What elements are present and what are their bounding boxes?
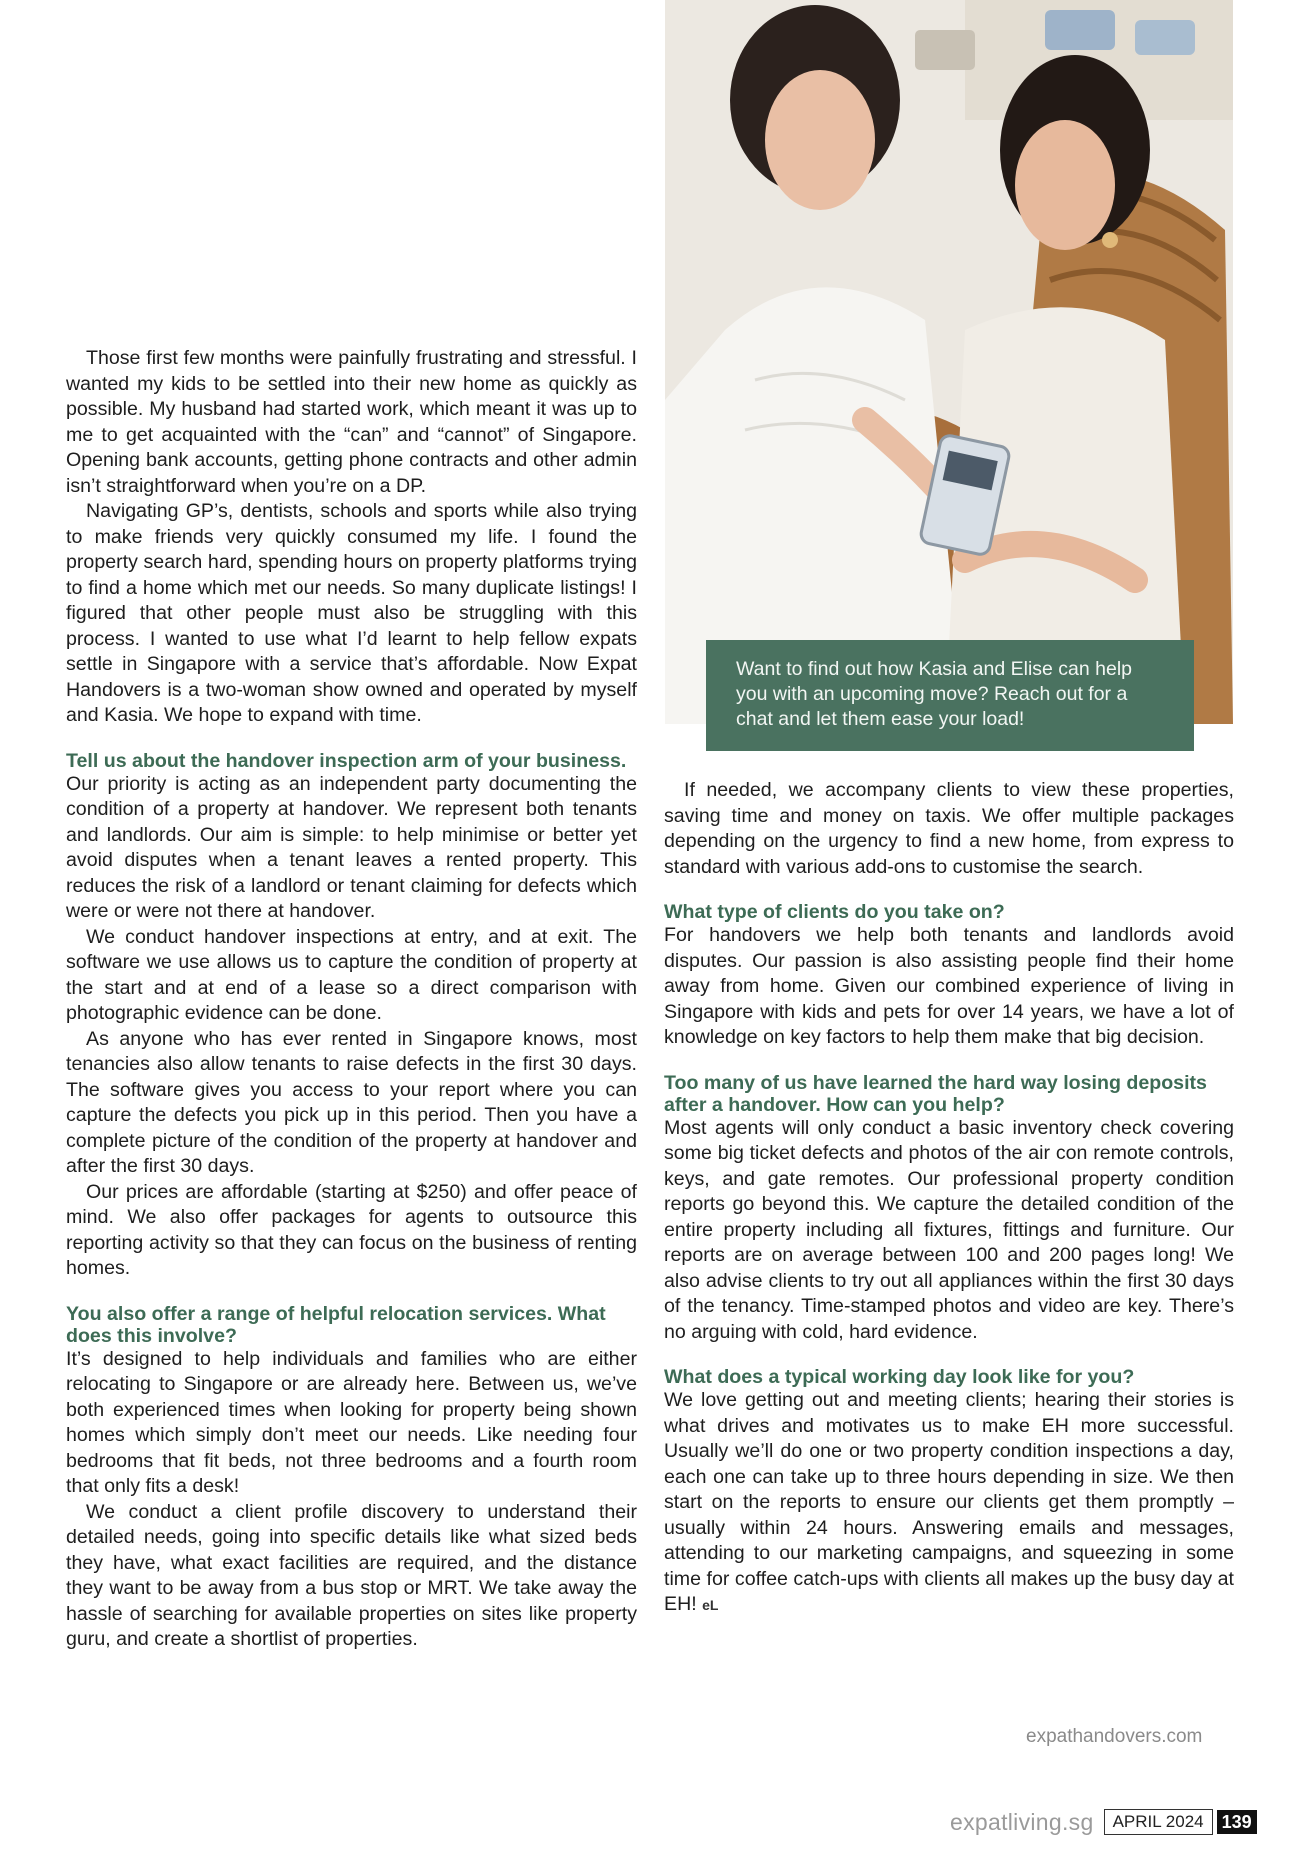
paragraph: Our prices are affordable (starting at $250) and offer peace of mind. We also offer packages for agents to outsource this reporting activity so that they can focus on the business of renting homes. xyxy=(66,1180,637,1279)
right-column xyxy=(664,778,1234,1619)
footer-brand: expatliving.sg xyxy=(950,1808,1094,1835)
left-column xyxy=(66,346,637,1653)
paragraph: Our priority is acting as an independent party documenting the condition of a property at handover. We represent both tenants and landlords. Our aim is simple: to help minimise or better yet avoid disputes when a tenant leaves a rented property. This reduces the risk of a landlord or tenant claiming for defects which were or were not there at handover. xyxy=(66,772,637,922)
paragraph: For handovers we help both tenants and landlords avoid disputes. Our passion is also assisting people find their home away from home. Given our combined experience of living in Singapore with kids and pets for over 14 years, we have a lot of knowledge on key factors to help them make that big decision. xyxy=(664,924,1234,1048)
section-heading: You also offer a range of helpful relocation services. What does this involve? xyxy=(66,1302,606,1347)
paragraph: Navigating GP’s, dentists, schools and sports while also trying to make friends very quickly consumed my life. I found the property search hard, spending hours on property platforms trying to find a home which met our needs. So many duplicate listings! I figured that other people must also be struggling with this process. I wanted to use what I’d learnt to help fellow expats settle in Singapore with a service that’s affordable. Now Expat Handovers is a two-woman show owned and operated by myself and Kasia. We hope to expand with time. xyxy=(66,500,637,726)
paragraph: Those first few months were painfully frustrating and stressful. I wanted my kids to be settled into their new home as quickly as possible. My husband had started work, which meant it was up to me to get acquainted with the “can” and “cannot” of Singapore. Opening bank accounts, getting phone contracts and other admin isn’t straightforward when you’re on a DP. xyxy=(66,347,637,497)
photo-caption xyxy=(706,640,1194,751)
section-heading: What type of clients do you take on? xyxy=(664,901,1005,923)
page-number: 139 xyxy=(1217,1810,1257,1834)
paragraph xyxy=(664,1388,1234,1619)
paragraph: If needed, we accompany clients to view these properties, saving time and money on taxis. We offer multiple packages depending on the urgency to find a new home, from express to standard with various add-ons to customise the search. xyxy=(664,779,1234,878)
section-heading: What does a typical working day look like for you? xyxy=(664,1366,1135,1388)
issue-date: APRIL 2024 xyxy=(1104,1809,1213,1835)
section-heading: Tell us about the handover inspection arm of your business. xyxy=(66,749,627,772)
paragraph: It’s designed to help individuals and families who are either relocating to Singapore or are already here. Between us, we’ve both experienced times when looking for property being shown homes which simply don’t meet our needs. Like needing four bedrooms that fit beds, not three bedrooms and a fourth room that only fits a desk! xyxy=(66,1347,637,1497)
website-link[interactable]: expathandovers.com xyxy=(1026,1726,1203,1747)
paragraph-text: We love getting out and meeting clients; hearing their stories is what drives and motivates us to make EH more successful. Usually we’ll do one or two property condition inspections a day, each one can take up to three hours depending in size. We then start on the reports to ensure our clients get them promptly – usually within 24 hours. Answering emails and messages, attending to our marketing campaigns, and squeezing in some time for coffee catch-ups with clients all makes up the busy day at EH! xyxy=(664,1389,1234,1615)
photo-illustration xyxy=(665,0,1233,724)
paragraph: Most agents will only conduct a basic inventory check covering some big ticket defects and photos of the air con remote controls, keys, and gate remotes. Our professional property condition reports go beyond this. We capture the detailed condition of the entire property including all fixtures, fittings and furniture. Our reports are on average between 100 and 200 pages long! We also advise clients to try out all appliances within the first 30 days of the tenancy. Time-stamped photos and video are key. There’s no arguing with cold, hard evidence. xyxy=(664,1116,1234,1343)
page-footer xyxy=(950,1808,1257,1836)
section-heading: Too many of us have learned the hard way losing deposits after a handover. How can you help? xyxy=(664,1071,1207,1116)
paragraph: We conduct a client profile discovery to understand their detailed needs, going into specific details like what sized beds they have, what exact facilities are required, and the distance they want to be away from a bus stop or MRT. We take away the hassle of searching for available properties on sites like property guru, and create a shortlist of properties. xyxy=(66,1500,637,1650)
end-mark: eL xyxy=(702,1597,719,1613)
paragraph: As anyone who has ever rented in Singapore knows, most tenancies also allow tenants to raise defects in the first 30 days. The software gives you access to your report where you can capture the defects you pick up in this period. Then you have a complete picture of the condition of the property at handover and after the first 30 days. xyxy=(66,1027,637,1177)
article-photo xyxy=(665,0,1233,724)
caption-text: Want to find out how Kasia and Elise can help you with an upcoming move? Reach out for a chat and let them ease your load! xyxy=(736,658,1133,730)
paragraph: We conduct handover inspections at entry, and at exit. The software we use allows us to capture the condition of property at the start and at end of a lease so a direct comparison with photographic evidence can be done. xyxy=(66,925,637,1024)
